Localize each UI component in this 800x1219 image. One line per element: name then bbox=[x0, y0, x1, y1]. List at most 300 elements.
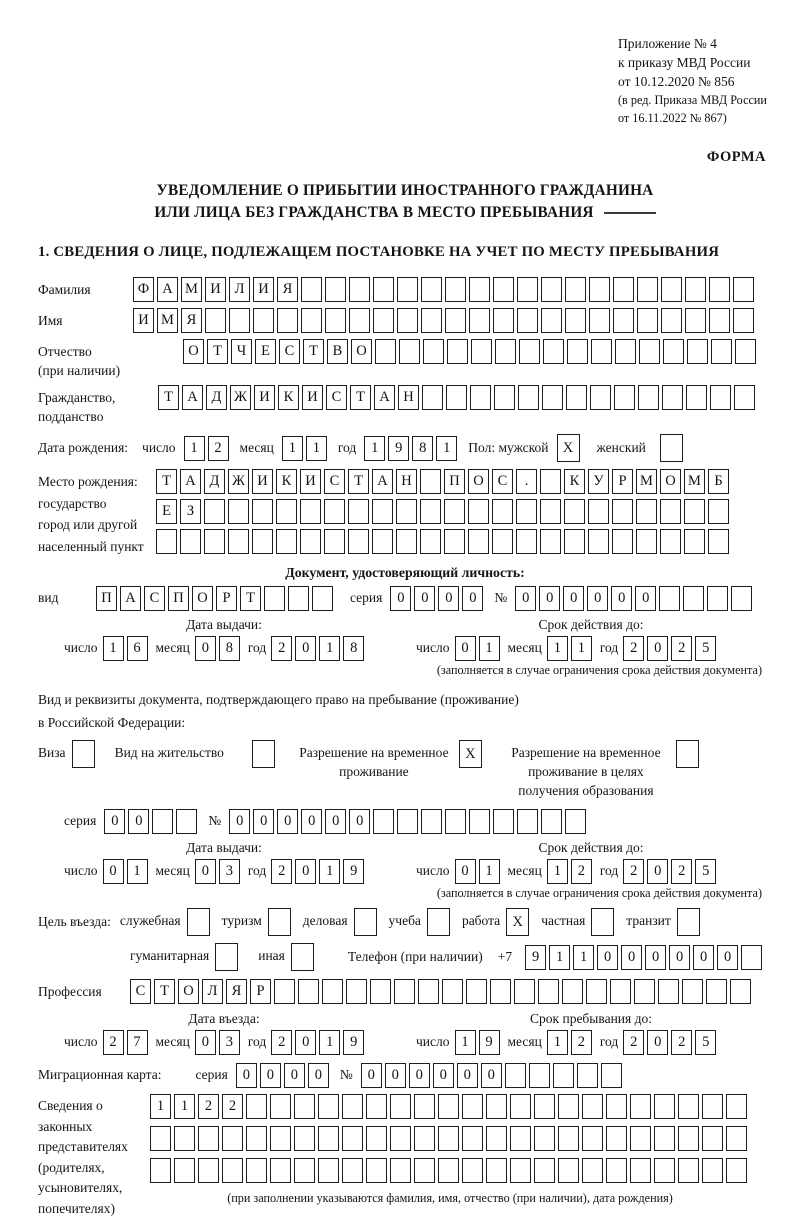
cell-box[interactable] bbox=[390, 1094, 411, 1119]
cell-box[interactable] bbox=[709, 308, 730, 333]
cell-box[interactable] bbox=[660, 499, 681, 524]
cell-box[interactable] bbox=[610, 979, 631, 1004]
cell-box[interactable] bbox=[462, 1126, 483, 1151]
cell-box[interactable] bbox=[733, 308, 754, 333]
cell-box[interactable] bbox=[174, 1126, 195, 1151]
cell-box[interactable] bbox=[318, 1158, 339, 1183]
cell-box[interactable]: 5 bbox=[695, 1030, 716, 1055]
cell-box[interactable] bbox=[187, 908, 210, 936]
cell-box[interactable] bbox=[470, 385, 491, 410]
cell-box[interactable]: А bbox=[157, 277, 178, 302]
cell-box[interactable]: 1 bbox=[455, 1030, 476, 1055]
cell-box[interactable] bbox=[630, 1126, 651, 1151]
cell-box[interactable]: X bbox=[459, 740, 482, 768]
cell-box[interactable] bbox=[420, 469, 441, 494]
cell-box[interactable] bbox=[180, 529, 201, 554]
cell-box[interactable] bbox=[394, 979, 415, 1004]
cell-box[interactable]: 0 bbox=[611, 586, 632, 611]
cell-box[interactable]: 1 bbox=[282, 436, 303, 461]
cell-box[interactable] bbox=[366, 1126, 387, 1151]
cell-box[interactable] bbox=[324, 499, 345, 524]
cell-box[interactable]: 2 bbox=[571, 859, 592, 884]
cell-box[interactable] bbox=[734, 385, 755, 410]
cell-box[interactable]: 0 bbox=[349, 809, 370, 834]
cell-box[interactable] bbox=[418, 979, 439, 1004]
cell-box[interactable] bbox=[706, 979, 727, 1004]
cell-box[interactable] bbox=[582, 1094, 603, 1119]
cell-box[interactable]: Ф bbox=[133, 277, 154, 302]
cell-box[interactable] bbox=[612, 499, 633, 524]
cell-box[interactable]: 0 bbox=[253, 809, 274, 834]
cell-box[interactable] bbox=[444, 529, 465, 554]
cell-box[interactable]: И bbox=[133, 308, 154, 333]
cell-box[interactable] bbox=[469, 308, 490, 333]
cell-box[interactable]: И bbox=[253, 277, 274, 302]
cell-box[interactable] bbox=[349, 308, 370, 333]
cell-box[interactable]: И bbox=[300, 469, 321, 494]
cell-box[interactable] bbox=[711, 339, 732, 364]
cell-box[interactable]: М bbox=[181, 277, 202, 302]
cell-box[interactable] bbox=[390, 1126, 411, 1151]
cell-box[interactable]: 9 bbox=[343, 1030, 364, 1055]
cell-box[interactable] bbox=[612, 529, 633, 554]
cell-box[interactable] bbox=[534, 1126, 555, 1151]
cell-box[interactable]: 0 bbox=[325, 809, 346, 834]
cell-box[interactable]: 0 bbox=[277, 809, 298, 834]
cell-box[interactable]: 1 bbox=[571, 636, 592, 661]
cell-box[interactable]: 0 bbox=[390, 586, 411, 611]
cell-box[interactable] bbox=[312, 586, 333, 611]
cell-box[interactable]: 0 bbox=[433, 1063, 454, 1088]
cell-box[interactable] bbox=[678, 1094, 699, 1119]
cell-box[interactable]: 2 bbox=[623, 859, 644, 884]
cell-box[interactable]: И bbox=[205, 277, 226, 302]
cell-box[interactable] bbox=[445, 277, 466, 302]
cell-box[interactable] bbox=[399, 339, 420, 364]
cell-box[interactable] bbox=[246, 1158, 267, 1183]
cell-box[interactable]: 1 bbox=[319, 859, 340, 884]
cell-box[interactable] bbox=[348, 529, 369, 554]
cell-box[interactable]: 9 bbox=[525, 945, 546, 970]
cell-box[interactable] bbox=[444, 499, 465, 524]
cell-box[interactable] bbox=[726, 1158, 747, 1183]
cell-box[interactable] bbox=[421, 809, 442, 834]
cell-box[interactable] bbox=[636, 499, 657, 524]
cell-box[interactable]: К bbox=[564, 469, 585, 494]
cell-box[interactable]: 1 bbox=[306, 436, 327, 461]
cell-box[interactable]: Я bbox=[277, 277, 298, 302]
cell-box[interactable] bbox=[495, 339, 516, 364]
cell-box[interactable]: 2 bbox=[571, 1030, 592, 1055]
cell-box[interactable] bbox=[294, 1158, 315, 1183]
cell-box[interactable] bbox=[540, 469, 561, 494]
cell-box[interactable] bbox=[582, 1126, 603, 1151]
cell-box[interactable]: 0 bbox=[462, 586, 483, 611]
cell-box[interactable]: 0 bbox=[308, 1063, 329, 1088]
cell-box[interactable] bbox=[204, 529, 225, 554]
cell-box[interactable]: 1 bbox=[364, 436, 385, 461]
cell-box[interactable]: 0 bbox=[457, 1063, 478, 1088]
cell-box[interactable]: 0 bbox=[409, 1063, 430, 1088]
cell-box[interactable]: Я bbox=[226, 979, 247, 1004]
cell-box[interactable] bbox=[253, 308, 274, 333]
cell-box[interactable]: 0 bbox=[295, 636, 316, 661]
cell-box[interactable] bbox=[660, 434, 683, 462]
cell-box[interactable] bbox=[372, 529, 393, 554]
cell-box[interactable]: Ж bbox=[230, 385, 251, 410]
cell-box[interactable] bbox=[540, 529, 561, 554]
cell-box[interactable]: 0 bbox=[301, 809, 322, 834]
cell-box[interactable] bbox=[661, 308, 682, 333]
cell-box[interactable]: Р bbox=[250, 979, 271, 1004]
cell-box[interactable] bbox=[534, 1094, 555, 1119]
cell-box[interactable]: 2 bbox=[671, 636, 692, 661]
cell-box[interactable] bbox=[514, 979, 535, 1004]
cell-box[interactable] bbox=[291, 943, 314, 971]
cell-box[interactable] bbox=[414, 1158, 435, 1183]
cell-box[interactable] bbox=[636, 529, 657, 554]
cell-box[interactable] bbox=[517, 809, 538, 834]
cell-box[interactable]: 0 bbox=[635, 586, 656, 611]
cell-box[interactable]: 0 bbox=[647, 1030, 668, 1055]
cell-box[interactable] bbox=[205, 308, 226, 333]
cell-box[interactable]: 3 bbox=[219, 859, 240, 884]
cell-box[interactable] bbox=[414, 1126, 435, 1151]
cell-box[interactable] bbox=[423, 339, 444, 364]
cell-box[interactable]: 0 bbox=[717, 945, 738, 970]
cell-box[interactable] bbox=[420, 499, 441, 524]
cell-box[interactable]: Т bbox=[303, 339, 324, 364]
cell-box[interactable]: 1 bbox=[547, 859, 568, 884]
cell-box[interactable] bbox=[152, 809, 173, 834]
cell-box[interactable] bbox=[614, 385, 635, 410]
cell-box[interactable]: Л bbox=[229, 277, 250, 302]
cell-box[interactable] bbox=[252, 740, 275, 768]
cell-box[interactable]: 0 bbox=[539, 586, 560, 611]
cell-box[interactable] bbox=[702, 1158, 723, 1183]
cell-box[interactable]: С bbox=[279, 339, 300, 364]
cell-box[interactable] bbox=[462, 1094, 483, 1119]
cell-box[interactable] bbox=[268, 908, 291, 936]
cell-box[interactable]: О bbox=[192, 586, 213, 611]
cell-box[interactable] bbox=[505, 1063, 526, 1088]
cell-box[interactable] bbox=[174, 1158, 195, 1183]
cell-box[interactable] bbox=[639, 339, 660, 364]
cell-box[interactable] bbox=[468, 529, 489, 554]
cell-box[interactable] bbox=[702, 1094, 723, 1119]
cell-box[interactable]: 1 bbox=[436, 436, 457, 461]
cell-box[interactable]: 2 bbox=[222, 1094, 243, 1119]
cell-box[interactable] bbox=[517, 277, 538, 302]
cell-box[interactable] bbox=[229, 308, 250, 333]
cell-box[interactable] bbox=[176, 809, 197, 834]
cell-box[interactable] bbox=[566, 385, 587, 410]
residence-permit-checkbox[interactable] bbox=[252, 740, 278, 768]
cell-box[interactable]: А bbox=[372, 469, 393, 494]
cell-box[interactable]: О bbox=[351, 339, 372, 364]
cell-box[interactable]: П bbox=[168, 586, 189, 611]
cell-box[interactable]: Д bbox=[204, 469, 225, 494]
cell-box[interactable] bbox=[659, 586, 680, 611]
cell-box[interactable]: 0 bbox=[229, 809, 250, 834]
cell-box[interactable] bbox=[730, 979, 751, 1004]
cell-box[interactable]: 5 bbox=[695, 636, 716, 661]
cell-box[interactable] bbox=[733, 277, 754, 302]
cell-box[interactable]: М bbox=[157, 308, 178, 333]
cell-box[interactable] bbox=[438, 1094, 459, 1119]
cell-box[interactable] bbox=[710, 385, 731, 410]
cell-box[interactable]: 0 bbox=[481, 1063, 502, 1088]
cell-box[interactable]: 0 bbox=[414, 586, 435, 611]
cell-box[interactable]: О bbox=[660, 469, 681, 494]
cell-box[interactable] bbox=[438, 1126, 459, 1151]
cell-box[interactable] bbox=[156, 529, 177, 554]
cell-box[interactable] bbox=[606, 1158, 627, 1183]
cell-box[interactable] bbox=[438, 1158, 459, 1183]
cell-box[interactable]: Т bbox=[240, 586, 261, 611]
cell-box[interactable]: 0 bbox=[361, 1063, 382, 1088]
cell-box[interactable]: 0 bbox=[597, 945, 618, 970]
cell-box[interactable] bbox=[519, 339, 540, 364]
cell-box[interactable]: 0 bbox=[693, 945, 714, 970]
cell-box[interactable] bbox=[270, 1126, 291, 1151]
cell-box[interactable] bbox=[397, 809, 418, 834]
cell-box[interactable] bbox=[294, 1126, 315, 1151]
cell-box[interactable]: 8 bbox=[412, 436, 433, 461]
cell-box[interactable]: М bbox=[636, 469, 657, 494]
purpose-work-checkbox[interactable] bbox=[506, 908, 532, 936]
cell-box[interactable] bbox=[589, 277, 610, 302]
cell-box[interactable]: 7 bbox=[127, 1030, 148, 1055]
cell-box[interactable]: 2 bbox=[623, 1030, 644, 1055]
cell-box[interactable] bbox=[228, 499, 249, 524]
cell-box[interactable]: О bbox=[178, 979, 199, 1004]
cell-box[interactable]: М bbox=[684, 469, 705, 494]
cell-box[interactable] bbox=[589, 308, 610, 333]
cell-box[interactable] bbox=[301, 277, 322, 302]
cell-box[interactable] bbox=[469, 809, 490, 834]
cell-box[interactable] bbox=[276, 529, 297, 554]
cell-box[interactable]: П bbox=[444, 469, 465, 494]
cell-box[interactable] bbox=[252, 529, 273, 554]
cell-box[interactable] bbox=[567, 339, 588, 364]
cell-box[interactable] bbox=[510, 1126, 531, 1151]
cell-box[interactable] bbox=[366, 1158, 387, 1183]
cell-box[interactable] bbox=[228, 529, 249, 554]
cell-box[interactable] bbox=[493, 277, 514, 302]
cell-box[interactable] bbox=[445, 308, 466, 333]
cell-box[interactable]: 1 bbox=[174, 1094, 195, 1119]
cell-box[interactable]: . bbox=[516, 469, 537, 494]
cell-box[interactable] bbox=[342, 1158, 363, 1183]
cell-box[interactable] bbox=[445, 809, 466, 834]
cell-box[interactable] bbox=[586, 979, 607, 1004]
cell-box[interactable] bbox=[276, 499, 297, 524]
cell-box[interactable] bbox=[349, 277, 370, 302]
cell-box[interactable] bbox=[493, 308, 514, 333]
cell-box[interactable]: С bbox=[324, 469, 345, 494]
cell-box[interactable]: 2 bbox=[671, 859, 692, 884]
cell-box[interactable] bbox=[658, 979, 679, 1004]
cell-box[interactable] bbox=[591, 908, 614, 936]
cell-box[interactable] bbox=[342, 1126, 363, 1151]
purpose-other-checkbox[interactable] bbox=[291, 943, 317, 971]
cell-box[interactable]: 0 bbox=[295, 859, 316, 884]
cell-box[interactable]: У bbox=[588, 469, 609, 494]
cell-box[interactable] bbox=[246, 1126, 267, 1151]
cell-box[interactable]: Л bbox=[202, 979, 223, 1004]
cell-box[interactable] bbox=[492, 529, 513, 554]
cell-box[interactable]: О bbox=[183, 339, 204, 364]
cell-box[interactable]: Н bbox=[398, 385, 419, 410]
cell-box[interactable] bbox=[558, 1158, 579, 1183]
cell-box[interactable] bbox=[630, 1094, 651, 1119]
cell-box[interactable] bbox=[270, 1158, 291, 1183]
cell-box[interactable]: К bbox=[276, 469, 297, 494]
cell-box[interactable] bbox=[731, 586, 752, 611]
cell-box[interactable] bbox=[565, 308, 586, 333]
cell-box[interactable]: П bbox=[96, 586, 117, 611]
cell-box[interactable] bbox=[684, 529, 705, 554]
cell-box[interactable] bbox=[490, 979, 511, 1004]
cell-box[interactable] bbox=[534, 1158, 555, 1183]
cell-box[interactable] bbox=[741, 945, 762, 970]
cell-box[interactable] bbox=[562, 979, 583, 1004]
cell-box[interactable] bbox=[397, 277, 418, 302]
cell-box[interactable]: Т bbox=[156, 469, 177, 494]
visa-checkbox[interactable] bbox=[72, 740, 98, 768]
cell-box[interactable]: 0 bbox=[587, 586, 608, 611]
cell-box[interactable] bbox=[342, 1094, 363, 1119]
cell-box[interactable] bbox=[565, 277, 586, 302]
cell-box[interactable]: Н bbox=[396, 469, 417, 494]
cell-box[interactable] bbox=[348, 499, 369, 524]
cell-box[interactable] bbox=[678, 1126, 699, 1151]
purpose-private-checkbox[interactable] bbox=[591, 908, 617, 936]
cell-box[interactable] bbox=[613, 277, 634, 302]
cell-box[interactable]: 2 bbox=[671, 1030, 692, 1055]
cell-box[interactable] bbox=[686, 385, 707, 410]
cell-box[interactable]: Р bbox=[216, 586, 237, 611]
cell-box[interactable]: 3 bbox=[219, 1030, 240, 1055]
cell-box[interactable] bbox=[204, 499, 225, 524]
cell-box[interactable]: 0 bbox=[455, 859, 476, 884]
cell-box[interactable] bbox=[493, 809, 514, 834]
cell-box[interactable] bbox=[601, 1063, 622, 1088]
cell-box[interactable]: 9 bbox=[479, 1030, 500, 1055]
cell-box[interactable] bbox=[150, 1158, 171, 1183]
cell-box[interactable] bbox=[516, 529, 537, 554]
cell-box[interactable]: И bbox=[302, 385, 323, 410]
purpose-transit-checkbox[interactable] bbox=[677, 908, 703, 936]
cell-box[interactable]: Д bbox=[206, 385, 227, 410]
cell-box[interactable]: 1 bbox=[549, 945, 570, 970]
cell-box[interactable]: 1 bbox=[150, 1094, 171, 1119]
cell-box[interactable] bbox=[613, 308, 634, 333]
cell-box[interactable] bbox=[397, 308, 418, 333]
cell-box[interactable]: В bbox=[327, 339, 348, 364]
cell-box[interactable] bbox=[516, 499, 537, 524]
cell-box[interactable] bbox=[654, 1094, 675, 1119]
cell-box[interactable]: 2 bbox=[103, 1030, 124, 1055]
cell-box[interactable]: А bbox=[374, 385, 395, 410]
male-checkbox[interactable] bbox=[557, 434, 583, 462]
cell-box[interactable] bbox=[510, 1094, 531, 1119]
cell-box[interactable] bbox=[396, 499, 417, 524]
cell-box[interactable] bbox=[198, 1126, 219, 1151]
cell-box[interactable] bbox=[390, 1158, 411, 1183]
cell-box[interactable] bbox=[682, 979, 703, 1004]
cell-box[interactable] bbox=[414, 1094, 435, 1119]
cell-box[interactable]: С bbox=[130, 979, 151, 1004]
cell-box[interactable] bbox=[726, 1126, 747, 1151]
cell-box[interactable]: 0 bbox=[455, 636, 476, 661]
cell-box[interactable] bbox=[588, 499, 609, 524]
cell-box[interactable] bbox=[370, 979, 391, 1004]
cell-box[interactable]: Т bbox=[348, 469, 369, 494]
cell-box[interactable] bbox=[591, 339, 612, 364]
cell-box[interactable]: X bbox=[506, 908, 529, 936]
cell-box[interactable] bbox=[466, 979, 487, 1004]
cell-box[interactable] bbox=[301, 308, 322, 333]
cell-box[interactable] bbox=[446, 385, 467, 410]
cell-box[interactable] bbox=[222, 1126, 243, 1151]
cell-box[interactable] bbox=[541, 277, 562, 302]
cell-box[interactable] bbox=[252, 499, 273, 524]
cell-box[interactable]: С bbox=[326, 385, 347, 410]
cell-box[interactable] bbox=[354, 908, 377, 936]
cell-box[interactable] bbox=[630, 1158, 651, 1183]
cell-box[interactable] bbox=[222, 1158, 243, 1183]
cell-box[interactable]: К bbox=[278, 385, 299, 410]
cell-box[interactable]: 2 bbox=[198, 1094, 219, 1119]
cell-box[interactable]: 1 bbox=[319, 1030, 340, 1055]
cell-box[interactable]: 2 bbox=[271, 1030, 292, 1055]
cell-box[interactable] bbox=[708, 529, 729, 554]
cell-box[interactable] bbox=[318, 1094, 339, 1119]
cell-box[interactable]: 0 bbox=[645, 945, 666, 970]
cell-box[interactable]: 1 bbox=[103, 636, 124, 661]
cell-box[interactable]: 0 bbox=[621, 945, 642, 970]
cell-box[interactable]: З bbox=[180, 499, 201, 524]
cell-box[interactable] bbox=[373, 809, 394, 834]
purpose-business-checkbox[interactable] bbox=[354, 908, 380, 936]
cell-box[interactable] bbox=[277, 308, 298, 333]
cell-box[interactable] bbox=[447, 339, 468, 364]
cell-box[interactable] bbox=[709, 277, 730, 302]
cell-box[interactable] bbox=[373, 277, 394, 302]
cell-box[interactable]: Т bbox=[350, 385, 371, 410]
cell-box[interactable] bbox=[540, 499, 561, 524]
cell-box[interactable] bbox=[427, 908, 450, 936]
cell-box[interactable] bbox=[637, 277, 658, 302]
cell-box[interactable]: А bbox=[182, 385, 203, 410]
cell-box[interactable] bbox=[375, 339, 396, 364]
cell-box[interactable]: 1 bbox=[127, 859, 148, 884]
cell-box[interactable]: 8 bbox=[219, 636, 240, 661]
cell-box[interactable]: 0 bbox=[260, 1063, 281, 1088]
cell-box[interactable] bbox=[541, 308, 562, 333]
purpose-official-checkbox[interactable] bbox=[187, 908, 213, 936]
cell-box[interactable]: 1 bbox=[479, 636, 500, 661]
cell-box[interactable]: 2 bbox=[208, 436, 229, 461]
cell-box[interactable]: Ч bbox=[231, 339, 252, 364]
cell-box[interactable]: Е bbox=[255, 339, 276, 364]
cell-box[interactable] bbox=[322, 979, 343, 1004]
cell-box[interactable] bbox=[660, 529, 681, 554]
cell-box[interactable] bbox=[373, 308, 394, 333]
cell-box[interactable] bbox=[346, 979, 367, 1004]
